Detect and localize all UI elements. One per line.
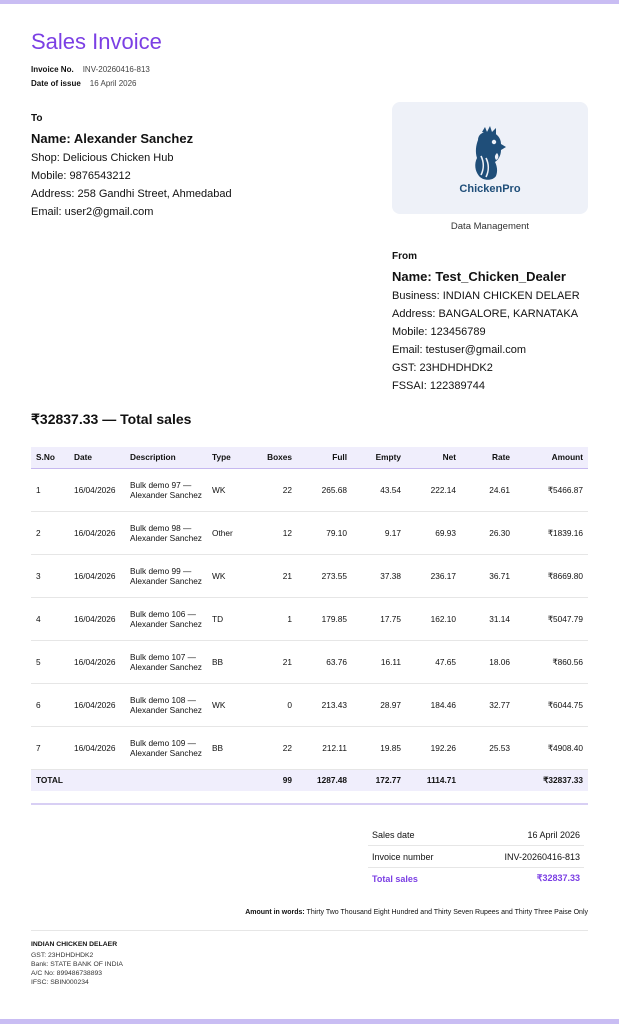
summary-box	[368, 824, 584, 889]
cell-boxes: 22	[282, 484, 292, 495]
col-header-rate: Rate	[492, 452, 510, 463]
footer-ifsc: IFSC: SBIN000234	[31, 979, 89, 986]
bill-to-section	[31, 110, 232, 221]
cell-net: 192.26	[430, 742, 456, 753]
dealer-mobile: Mobile: 123456789	[392, 326, 486, 338]
amount-in-words	[245, 909, 588, 916]
col-header-net: Net	[442, 452, 456, 463]
col-header-sno: S.No	[36, 452, 55, 463]
customer-address: Address: 258 Gandhi Street, Ahmedabad	[31, 188, 232, 200]
cell-description: Bulk demo 109 — Alexander Sanchez	[130, 737, 202, 758]
customer-email: Email: user2@gmail.com	[31, 206, 154, 218]
sales-date-value: 16 April 2026	[527, 829, 580, 840]
cell-amount: ₹5047.79	[547, 613, 583, 624]
col-header-boxes: Boxes	[267, 452, 292, 463]
cell-date: 16/04/2026	[74, 742, 116, 753]
cell-amount: ₹1839.16	[547, 527, 583, 538]
summary-total-row	[368, 868, 584, 889]
cell-amount: ₹860.56	[552, 656, 583, 667]
table-row	[31, 468, 588, 511]
cell-type: Other	[212, 527, 233, 538]
cell-type: WK	[212, 570, 226, 581]
col-header-type: Type	[212, 452, 231, 463]
col-header-description: Description	[130, 452, 176, 463]
items-table	[31, 447, 588, 791]
logo-card	[392, 102, 588, 214]
cell-empty: 28.97	[380, 699, 401, 710]
col-header-empty: Empty	[375, 452, 401, 463]
table-row	[31, 511, 588, 554]
table-row	[31, 554, 588, 597]
cell-empty: 16.11	[380, 656, 401, 667]
cell-full: 63.76	[326, 656, 347, 667]
from-label: From	[392, 251, 417, 262]
cell-type: WK	[212, 484, 226, 495]
cell-empty: 19.85	[380, 742, 401, 753]
dealer-address: Address: BANGALORE, KARNATAKA	[392, 308, 579, 320]
page-title: Sales Invoice	[31, 29, 162, 54]
dealer-business: Business: INDIAN CHICKEN DELAER	[392, 290, 580, 302]
total-net: 1114.71	[426, 775, 456, 786]
total-boxes: 99	[282, 775, 292, 786]
cell-sno: 7	[36, 742, 41, 753]
cell-type: WK	[212, 699, 226, 710]
cell-description: Bulk demo 97 — Alexander Sanchez	[130, 479, 202, 500]
table-row	[31, 683, 588, 726]
cell-description: Bulk demo 98 — Alexander Sanchez	[130, 522, 202, 543]
cell-boxes: 0	[287, 699, 292, 710]
cell-amount: ₹4908.40	[547, 742, 583, 753]
cell-rate: 32.77	[489, 699, 510, 710]
section-divider	[31, 803, 588, 805]
cell-net: 236.17	[430, 570, 456, 581]
customer-shop: Shop: Delicious Chicken Hub	[31, 152, 174, 164]
footer-business-name: INDIAN CHICKEN DELAER	[31, 941, 118, 948]
total-amount: ₹32837.33	[543, 775, 583, 786]
cell-description: Bulk demo 106 — Alexander Sanchez	[130, 608, 202, 629]
cell-net: 222.14	[430, 484, 456, 495]
cell-sno: 1	[36, 484, 41, 495]
cell-empty: 43.54	[380, 484, 401, 495]
cell-date: 16/04/2026	[74, 570, 116, 581]
cell-rate: 18.06	[489, 656, 510, 667]
table-total-row	[31, 769, 588, 791]
cell-full: 265.68	[321, 484, 347, 495]
cell-description: Bulk demo 99 — Alexander Sanchez	[130, 565, 202, 586]
cell-type: BB	[212, 742, 224, 753]
cell-amount: ₹5466.87	[547, 484, 583, 495]
cell-type: BB	[212, 656, 224, 667]
cell-date: 16/04/2026	[74, 613, 116, 624]
dealer-fssai: FSSAI: 122389744	[392, 380, 485, 392]
col-header-date: Date	[74, 452, 92, 463]
cell-rate: 31.14	[489, 613, 510, 624]
cell-empty: 9.17	[384, 527, 401, 538]
dealer-name: Name: Test_Chicken_Dealer	[392, 269, 566, 284]
cell-boxes: 21	[282, 570, 292, 581]
cell-amount: ₹8669.80	[547, 570, 583, 581]
col-header-full: Full	[332, 452, 347, 463]
cell-boxes: 21	[282, 656, 292, 667]
customer-mobile: Mobile: 9876543212	[31, 170, 131, 182]
dealer-email: Email: testuser@gmail.com	[392, 344, 527, 356]
cell-empty: 17.75	[380, 613, 401, 624]
footer-divider	[31, 930, 588, 931]
cell-date: 16/04/2026	[74, 484, 116, 495]
cell-date: 16/04/2026	[74, 656, 116, 667]
invoice-number-summary-value: INV-20260416-813	[504, 851, 580, 862]
rooster-logo-icon	[468, 126, 512, 184]
cell-date: 16/04/2026	[74, 527, 116, 538]
cell-full: 273.55	[321, 570, 347, 581]
table-row	[31, 726, 588, 769]
dealer-gst: GST: 23HDHDHDK2	[392, 362, 493, 374]
cell-full: 212.11	[322, 742, 347, 753]
cell-boxes: 12	[282, 527, 292, 538]
footer-account: A/C No: 899486738893	[31, 970, 103, 977]
footer-gst: GST: 23HDHDHDK2	[31, 952, 94, 959]
bank-footer	[31, 940, 123, 987]
logo-brand-text: ChickenPro	[459, 183, 521, 195]
cell-net: 69.93	[435, 527, 456, 538]
amount-in-words-label: Amount in words:	[245, 909, 305, 916]
issue-date-value: 16 April 2026	[89, 79, 137, 88]
cell-rate: 26.30	[489, 527, 510, 538]
table-row	[31, 597, 588, 640]
table-row	[31, 640, 588, 683]
issue-date-meta	[31, 79, 137, 88]
cell-full: 213.43	[321, 699, 347, 710]
cell-sno: 4	[36, 613, 41, 624]
total-full: 1287.48	[317, 775, 347, 786]
invoice-number-label: Invoice No.	[31, 65, 74, 74]
cell-rate: 24.61	[489, 484, 510, 495]
total-sales-label: Total sales	[372, 873, 418, 884]
col-header-amount: Amount	[551, 452, 583, 463]
cell-type: TD	[212, 613, 224, 624]
cell-date: 16/04/2026	[74, 699, 116, 710]
cell-full: 179.85	[321, 613, 347, 624]
summary-invoice-number-row	[368, 846, 584, 868]
to-label: To	[31, 113, 43, 124]
logo-caption: Data Management	[450, 221, 530, 232]
invoice-number-summary-label: Invoice number	[372, 851, 434, 862]
cell-rate: 25.53	[489, 742, 510, 753]
cell-description: Bulk demo 107 — Alexander Sanchez	[130, 651, 202, 672]
from-section	[392, 248, 580, 395]
cell-net: 47.65	[435, 656, 456, 667]
cell-sno: 3	[36, 570, 41, 581]
cell-description: Bulk demo 108 — Alexander Sanchez	[130, 694, 202, 715]
total-empty: 172.77	[375, 775, 401, 786]
invoice-number-value: INV-20260416-813	[82, 65, 150, 74]
table-header-row	[31, 447, 588, 468]
top-accent-bar	[0, 0, 619, 4]
footer-bank: Bank: STATE BANK OF INDIA	[31, 961, 123, 968]
cell-empty: 37.38	[380, 570, 401, 581]
cell-net: 162.10	[430, 613, 456, 624]
invoice-number-meta	[31, 65, 150, 74]
total-sales-value: ₹32837.33	[536, 873, 580, 883]
cell-boxes: 22	[282, 742, 292, 753]
sales-date-label: Sales date	[372, 829, 415, 840]
cell-amount: ₹6044.75	[547, 699, 583, 710]
issue-date-label: Date of issue	[31, 79, 81, 88]
cell-sno: 2	[36, 527, 41, 538]
total-label: TOTAL	[36, 775, 63, 786]
bottom-accent-bar	[0, 1019, 619, 1024]
customer-name: Name: Alexander Sanchez	[31, 131, 194, 146]
cell-net: 184.46	[430, 699, 456, 710]
cell-rate: 36.71	[489, 570, 510, 581]
cell-sno: 6	[36, 699, 41, 710]
summary-sales-date-row	[368, 824, 584, 846]
amount-in-words-text: Thirty Two Thousand Eight Hundred and Thirty Seven Rupees and Thirty Three Paise Only	[306, 909, 588, 916]
cell-boxes: 1	[287, 613, 292, 624]
cell-sno: 5	[36, 656, 41, 667]
total-sales-heading: ₹32837.33 — Total sales	[31, 411, 192, 427]
cell-full: 79.10	[326, 527, 347, 538]
